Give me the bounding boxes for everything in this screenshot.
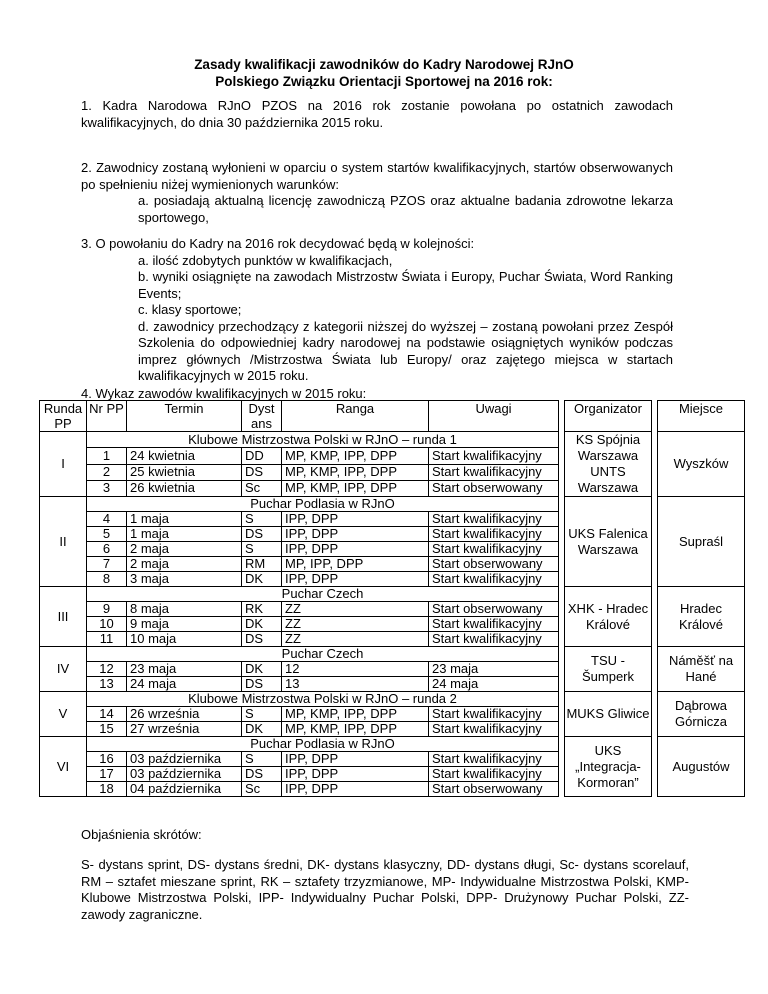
row-uwagi: Start kwalifikacyjny bbox=[429, 464, 559, 480]
row-dyst: DK bbox=[242, 662, 282, 677]
abbreviations-heading: Objaśnienia skrótów: bbox=[81, 827, 202, 842]
place-cell: Hradec Králové bbox=[658, 587, 745, 647]
row-dyst: S bbox=[242, 512, 282, 527]
row-ranga: IPP, DPP bbox=[282, 512, 429, 527]
place-cell: Dąbrowa Górnicza bbox=[658, 692, 745, 737]
row-termin: 23 maja bbox=[127, 662, 242, 677]
row-termin: 1 maja bbox=[127, 512, 242, 527]
organizer-cell: UKS „Integracja-Kormoran” bbox=[565, 737, 652, 797]
round-cell: VI bbox=[40, 737, 87, 797]
row-uwagi: 24 maja bbox=[429, 677, 559, 692]
header-nr: Nr PP bbox=[87, 401, 127, 432]
header-miejsce: Miejsce bbox=[658, 401, 745, 432]
row-ranga: IPP, DPP bbox=[282, 782, 429, 797]
competition-table-body bbox=[40, 401, 745, 797]
row-nr: 7 bbox=[87, 557, 127, 572]
group-name-row bbox=[40, 692, 745, 707]
row-uwagi: Start kwalifikacyjny bbox=[429, 448, 559, 464]
row-nr: 12 bbox=[87, 662, 127, 677]
paragraph-2 bbox=[81, 160, 673, 226]
row-ranga: IPP, DPP bbox=[282, 527, 429, 542]
row-termin: 2 maja bbox=[127, 542, 242, 557]
row-uwagi: Start kwalifikacyjny bbox=[429, 707, 559, 722]
row-dyst: DS bbox=[242, 527, 282, 542]
paragraph-3-item-c: c. klasy sportowe; bbox=[138, 302, 242, 317]
row-termin: 3 maja bbox=[127, 572, 242, 587]
organizer-cell: KS Spójnia Warszawa UNTS Warszawa bbox=[565, 432, 652, 497]
row-ranga: MP, KMP, IPP, DPP bbox=[282, 464, 429, 480]
row-uwagi: Start kwalifikacyjny bbox=[429, 767, 559, 782]
group-name-row bbox=[40, 587, 745, 602]
row-nr: 11 bbox=[87, 632, 127, 647]
row-uwagi: Start kwalifikacyjny bbox=[429, 527, 559, 542]
event-name: Puchar Podlasia w RJnO bbox=[87, 737, 559, 752]
header-runda: Runda PP bbox=[40, 401, 87, 432]
row-dyst: DK bbox=[242, 617, 282, 632]
round-cell: II bbox=[40, 497, 87, 587]
row-uwagi: 23 maja bbox=[429, 662, 559, 677]
row-uwagi: Start obserwowany bbox=[429, 782, 559, 797]
paragraph-2-item-a: a. posiadają aktualną licencję zawodniczą PZOS oraz aktualne badania zdrowotne lekarza sportowego, bbox=[138, 193, 673, 225]
title-line-2: Polskiego Związku Orientacji Sportowej na 2016 rok: bbox=[215, 74, 553, 89]
row-uwagi: Start kwalifikacyjny bbox=[429, 512, 559, 527]
row-termin: 9 maja bbox=[127, 617, 242, 632]
paragraph-3-item-a: a. ilość zdobytych punktów w kwalifikacjach, bbox=[138, 252, 393, 268]
row-nr: 14 bbox=[87, 707, 127, 722]
header-uwagi: Uwagi bbox=[429, 401, 559, 432]
row-ranga: ZZ bbox=[282, 632, 429, 647]
row-termin: 26 września bbox=[127, 707, 242, 722]
row-ranga: MP, KMP, IPP, DPP bbox=[282, 448, 429, 464]
row-dyst: DS bbox=[242, 677, 282, 692]
row-dyst: RK bbox=[242, 602, 282, 617]
row-nr: 3 bbox=[87, 480, 127, 496]
group-name-row bbox=[40, 497, 745, 512]
row-nr: 18 bbox=[87, 782, 127, 797]
row-termin: 24 kwietnia bbox=[127, 448, 242, 464]
header-ranga: Ranga bbox=[282, 401, 429, 432]
paragraph-1: 1. Kadra Narodowa RJnO PZOS na 2016 rok zostanie powołana po ostatnich zawodach kwalifikacyjnych, do dnia 30 października 2015 roku. bbox=[81, 98, 673, 130]
row-ranga: 12 bbox=[282, 662, 429, 677]
row-uwagi: Start obserwowany bbox=[429, 557, 559, 572]
organizer-cell: TSU - Šumperk bbox=[565, 647, 652, 692]
row-dyst: DS bbox=[242, 464, 282, 480]
row-ranga: ZZ bbox=[282, 602, 429, 617]
row-ranga: IPP, DPP bbox=[282, 752, 429, 767]
event-name: Puchar Podlasia w RJnO bbox=[87, 497, 559, 512]
document-title bbox=[0, 56, 768, 90]
row-termin: 04 października bbox=[127, 782, 242, 797]
row-nr: 17 bbox=[87, 767, 127, 782]
row-termin: 10 maja bbox=[127, 632, 242, 647]
group-name-row bbox=[40, 737, 745, 752]
paragraph-3 bbox=[81, 236, 673, 385]
row-uwagi: Start kwalifikacyjny bbox=[429, 617, 559, 632]
group-name-row bbox=[40, 432, 745, 448]
row-dyst: Sc bbox=[242, 782, 282, 797]
row-nr: 8 bbox=[87, 572, 127, 587]
organizer-cell: UKS Falenica Warszawa bbox=[565, 497, 652, 587]
organizer-cell: MUKS Gliwice bbox=[565, 692, 652, 737]
row-termin: 25 kwietnia bbox=[127, 464, 242, 480]
row-uwagi: Start obserwowany bbox=[429, 602, 559, 617]
competition-table bbox=[39, 400, 745, 797]
row-termin: 27 września bbox=[127, 722, 242, 737]
row-termin: 24 maja bbox=[127, 677, 242, 692]
row-ranga: ZZ bbox=[282, 617, 429, 632]
header-termin: Termin bbox=[127, 401, 242, 432]
row-uwagi: Start kwalifikacyjny bbox=[429, 632, 559, 647]
place-cell: Náměšť na Hané bbox=[658, 647, 745, 692]
place-cell: Supraśl bbox=[658, 497, 745, 587]
row-uwagi: Start kwalifikacyjny bbox=[429, 542, 559, 557]
row-termin: 1 maja bbox=[127, 527, 242, 542]
abbreviations-text: S- dystans sprint, DS- dystans średni, DK- dystans klasyczny, DD- dystans długi, Sc- dystans scorelauf, RM – sztafet mieszane sprint, RK – sztafety trzyzmianowe, MP- Indywidualne Mistrzostwa Polski, KMP- Klubowe Mistrzostwa Polski, IPP- Indywidualny Puchar Polski, DPP- Drużynowy Puchar Polski, ZZ- zawody zagraniczne. bbox=[81, 857, 689, 922]
event-name: Puchar Czech bbox=[87, 647, 559, 662]
row-nr: 9 bbox=[87, 602, 127, 617]
row-dyst: S bbox=[242, 542, 282, 557]
row-dyst: DS bbox=[242, 767, 282, 782]
round-cell: III bbox=[40, 587, 87, 647]
row-dyst: Sc bbox=[242, 480, 282, 496]
paragraph-3-item-b: b. wyniki osiągnięte na zawodach Mistrzostw Świata i Europy, Puchar Świata, Word Ranking Events; bbox=[138, 269, 673, 301]
group-name-row bbox=[40, 647, 745, 662]
row-nr: 16 bbox=[87, 752, 127, 767]
row-dyst: DS bbox=[242, 632, 282, 647]
row-nr: 15 bbox=[87, 722, 127, 737]
row-uwagi: Start kwalifikacyjny bbox=[429, 752, 559, 767]
row-uwagi: Start kwalifikacyjny bbox=[429, 572, 559, 587]
row-nr: 4 bbox=[87, 512, 127, 527]
row-nr: 13 bbox=[87, 677, 127, 692]
table-header-row bbox=[40, 401, 745, 432]
row-dyst: DK bbox=[242, 722, 282, 737]
round-cell: V bbox=[40, 692, 87, 737]
row-ranga: MP, IPP, DPP bbox=[282, 557, 429, 572]
row-uwagi: Start obserwowany bbox=[429, 480, 559, 496]
row-termin: 8 maja bbox=[127, 602, 242, 617]
row-dyst: DD bbox=[242, 448, 282, 464]
title-line-1: Zasady kwalifikacji zawodników do Kadry Narodowej RJnO bbox=[194, 57, 574, 72]
row-nr: 2 bbox=[87, 464, 127, 480]
row-ranga: IPP, DPP bbox=[282, 572, 429, 587]
row-nr: 10 bbox=[87, 617, 127, 632]
paragraph-4: 4. Wykaz zawodów kwalifikacyjnych w 2015 roku: bbox=[81, 386, 367, 401]
row-nr: 5 bbox=[87, 527, 127, 542]
row-termin: 03 października bbox=[127, 767, 242, 782]
header-organizator: Organizator bbox=[565, 401, 652, 432]
row-termin: 03 października bbox=[127, 752, 242, 767]
row-nr: 6 bbox=[87, 542, 127, 557]
event-name: Puchar Czech bbox=[87, 587, 559, 602]
paragraph-3-text: 3. O powołaniu do Kadry na 2016 rok decydować będą w kolejności: bbox=[81, 236, 475, 251]
row-ranga: MP, KMP, IPP, DPP bbox=[282, 707, 429, 722]
organizer-cell: XHK - Hradec Králové bbox=[565, 587, 652, 647]
row-dyst: RM bbox=[242, 557, 282, 572]
header-dyst: Dyst ans bbox=[242, 401, 282, 432]
row-termin: 26 kwietnia bbox=[127, 480, 242, 496]
round-cell: IV bbox=[40, 647, 87, 692]
row-nr: 1 bbox=[87, 448, 127, 464]
row-ranga: MP, KMP, IPP, DPP bbox=[282, 722, 429, 737]
event-name: Klubowe Mistrzostwa Polski w RJnO – runda 2 bbox=[87, 692, 559, 707]
place-cell: Wyszków bbox=[658, 432, 745, 497]
row-ranga: IPP, DPP bbox=[282, 767, 429, 782]
row-dyst: DK bbox=[242, 572, 282, 587]
row-dyst: S bbox=[242, 707, 282, 722]
row-ranga: 13 bbox=[282, 677, 429, 692]
row-ranga: IPP, DPP bbox=[282, 542, 429, 557]
row-dyst: S bbox=[242, 752, 282, 767]
paragraph-2-text: 2. Zawodnicy zostaną wyłonieni w oparciu o system startów kwalifikacyjnych, startów obserwowanych po spełnieniu niżej wymienionych warunków: bbox=[81, 160, 673, 192]
event-name: Klubowe Mistrzostwa Polski w RJnO – runda 1 bbox=[87, 432, 559, 448]
row-ranga: MP, KMP, IPP, DPP bbox=[282, 480, 429, 496]
place-cell: Augustów bbox=[658, 737, 745, 797]
row-termin: 2 maja bbox=[127, 557, 242, 572]
paragraph-3-item-d: d. zawodnicy przechodzący z kategorii niższej do wyższej – zostaną powołani przez Zespół Szkolenia do odpowiedniej kadry narodowej na podstawie osiągniętych wyników podczas imprez głównych /Mistrzostwa Świata lub Europy/ oraz zajętego miejsca w startach kwalifikacyjnych w 2015 roku. bbox=[138, 318, 673, 383]
round-cell: I bbox=[40, 432, 87, 497]
row-uwagi: Start kwalifikacyjny bbox=[429, 722, 559, 737]
